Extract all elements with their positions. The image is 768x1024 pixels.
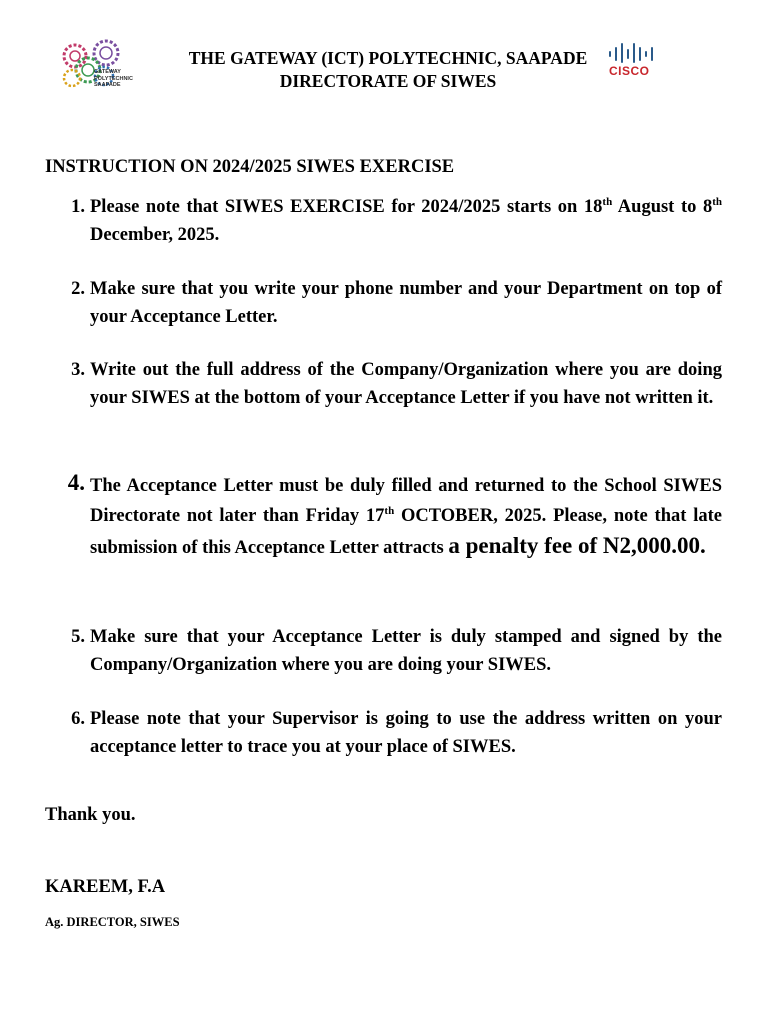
institution-title: THE GATEWAY (ICT) POLYTECHNIC, SAAPADE (188, 48, 588, 68)
item-number: 5. (71, 627, 85, 647)
item-number: 3. (71, 360, 85, 380)
letterhead (0, 0, 768, 110)
item-text: Make sure that you write your phone number and your Department on top of your Acceptance Letter. (90, 279, 722, 327)
item-text (90, 472, 722, 564)
signer-name: KAREEM, F.A (45, 877, 166, 897)
directorate-title: DIRECTORATE OF SIWES (279, 71, 497, 91)
item-text: Make sure that your Acceptance Letter is duly stamped and signed by the Company/Organization where you are doing your SIWES. (90, 627, 722, 675)
logo-text-line: POLYTECHNIC (94, 75, 133, 82)
signer-role: Ag. DIRECTOR, SIWES (45, 915, 180, 929)
item-text-part: August to 8 (612, 197, 713, 217)
ordinal-suffix: th (712, 195, 722, 208)
cisco-wordmark: CISCO (609, 64, 650, 78)
item-text: Write out the full address of the Company/Organization where you are doing your SIWES at the bottom of your Acceptance Letter if you have not written it. (90, 360, 722, 408)
item-text (90, 194, 722, 249)
item-number: 6. (71, 709, 85, 729)
item-text-part: The Acceptance Letter must be duly filled and returned to the School SIWES Directorate not later than Friday 17 (90, 476, 722, 526)
closing-text: Thank you. (45, 805, 136, 825)
item-text-part: Please note that SIWES EXERCISE for 2024/2025 starts on 18 (90, 197, 603, 217)
item-text: Please note that your Supervisor is going to use the address written on your acceptance letter to trace you at your place of SIWES. (90, 709, 722, 757)
item-number: 4. (67, 470, 85, 495)
penalty-fee-text: a penalty fee of N2,000.00. (448, 533, 706, 558)
ordinal-suffix: th (384, 504, 395, 517)
logo-text-line: SAAPADE (94, 82, 121, 88)
item-text-part: OCTOBER, 2025. Please, note that late submission of this Acceptance Letter attracts (90, 505, 723, 558)
item-text-part: December, 2025. (90, 224, 220, 245)
instruction-heading: INSTRUCTION ON 2024/2025 SIWES EXERCISE (45, 157, 455, 177)
logo-text-line: GATEWAY (94, 69, 121, 75)
item-number: 1. (71, 197, 85, 217)
ordinal-suffix: th (602, 195, 613, 208)
item-number: 2. (71, 279, 85, 299)
